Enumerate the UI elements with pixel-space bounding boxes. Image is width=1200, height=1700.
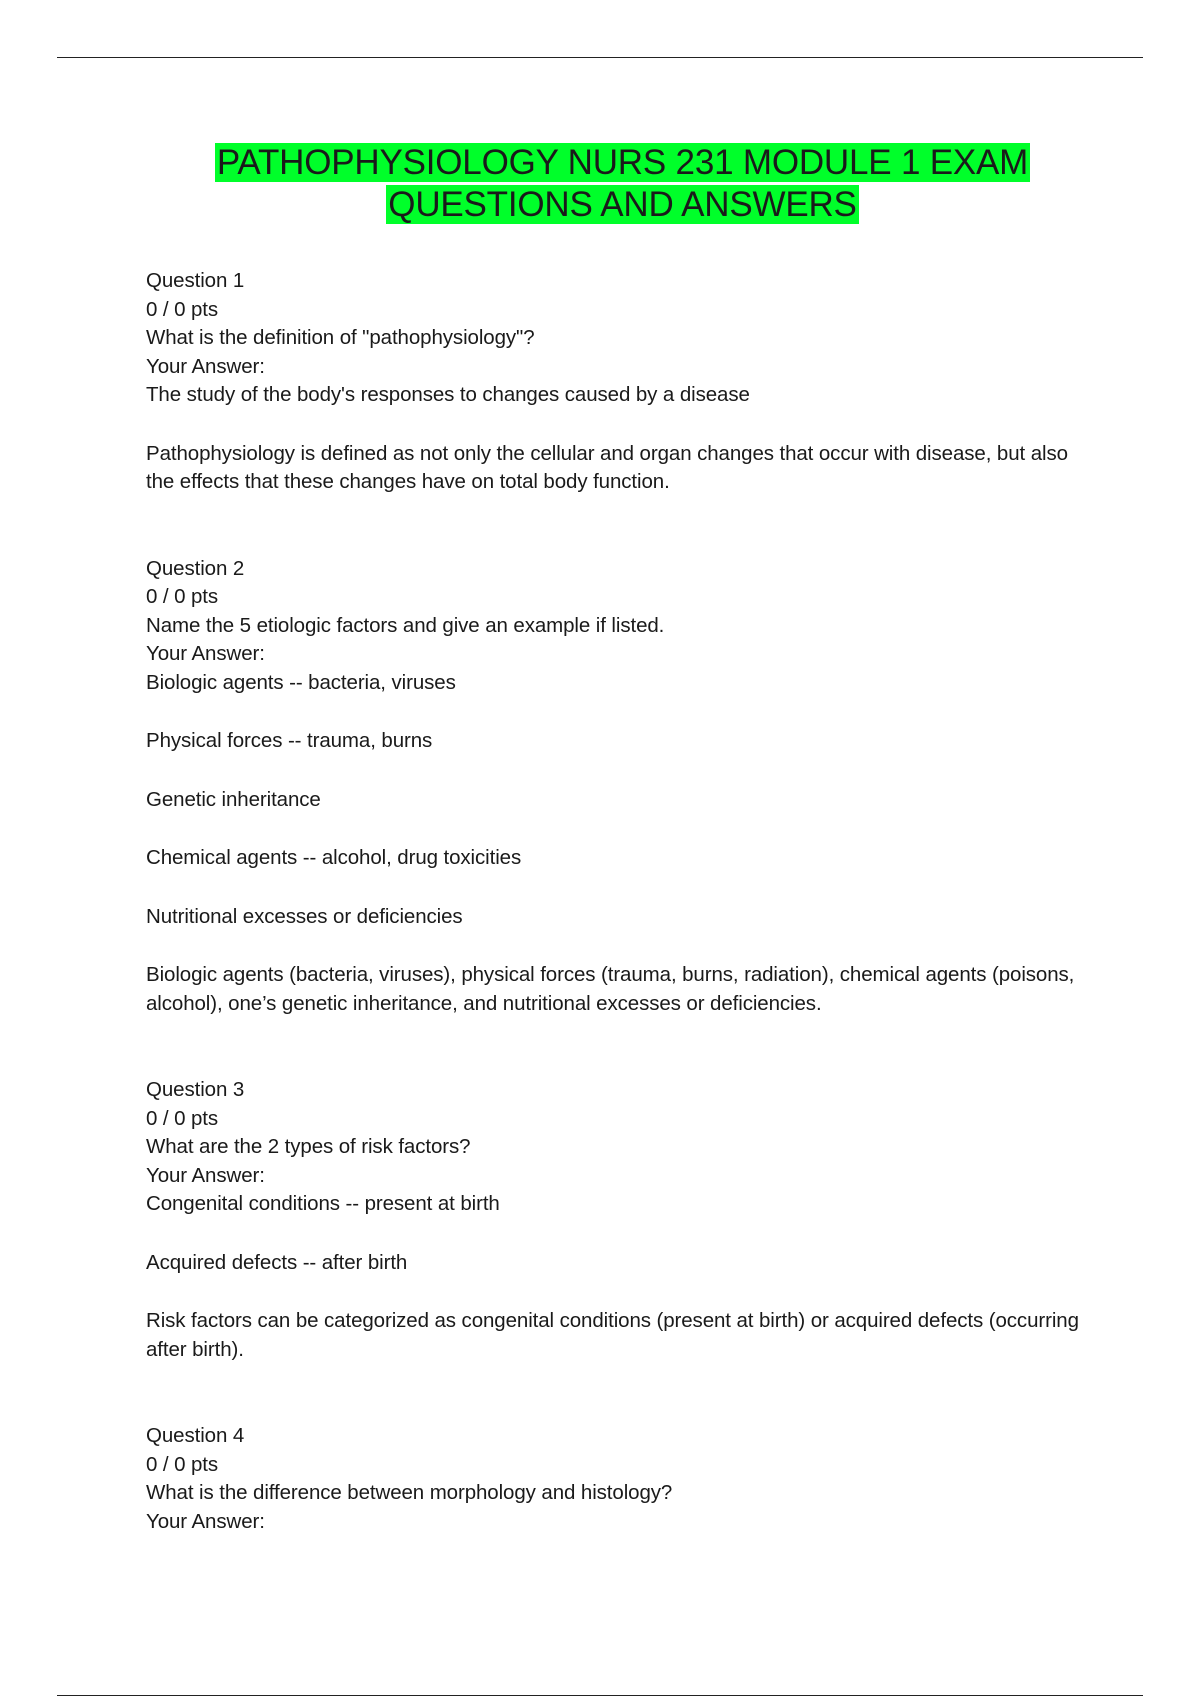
question-label: Question 2 <box>146 556 245 580</box>
question-block <box>146 555 1081 1019</box>
question-points: 0 / 0 pts <box>146 585 219 608</box>
explanation-text: Risk factors can be categorized as congenital conditions (present at birth) or acquired defects (occurring after birth). <box>146 1309 1079 1361</box>
question-points: 0 / 0 pts <box>146 297 219 321</box>
explanation-text: Biologic agents (bacteria, viruses), physical forces (trauma, burns, radiation), chemical agents (poisons, alcohol), one’s genetic inheritance, and nutritional excesses or deficiencies. <box>146 963 1075 1015</box>
answer-text: Congenital conditions -- present at birth <box>146 1192 500 1215</box>
answer-text: Biologic agents -- bacteria, viruses <box>146 670 456 694</box>
answer-label: Your Answer: <box>146 642 265 665</box>
question-prompt: What is the definition of "pathophysiology"? <box>146 326 535 349</box>
question-prompt: What are the 2 types of risk factors? <box>146 1135 471 1158</box>
answer-text: Chemical agents -- alcohol, drug toxicities <box>146 846 522 869</box>
question-label: Question 3 <box>146 1078 245 1101</box>
questions-list <box>146 267 1081 1536</box>
question-prompt: What is the difference between morphology and histology? <box>146 1481 673 1504</box>
document-title <box>120 142 1125 226</box>
question-block <box>146 267 1081 497</box>
question-points: 0 / 0 pts <box>146 1106 219 1130</box>
question-prompt: Name the 5 etiologic factors and give an example if listed. <box>146 613 665 637</box>
title-line-1: PATHOPHYSIOLOGY NURS 231 MODULE 1 EXAM <box>216 143 1029 182</box>
question-label: Question 1 <box>146 269 245 292</box>
top-rule <box>57 57 1143 58</box>
question-label: Question 4 <box>146 1424 245 1447</box>
explanation-text: Pathophysiology is defined as not only the cellular and organ changes that occur with disease, but also the effects that these changes have on total body function. <box>146 441 1068 493</box>
answer-label: Your Answer: <box>146 354 265 378</box>
answer-text: The study of the body's responses to changes caused by a disease <box>146 383 750 406</box>
answer-label: Your Answer: <box>146 1163 265 1187</box>
question-block <box>146 1076 1081 1364</box>
answer-text: Genetic inheritance <box>146 787 321 811</box>
answer-text: Physical forces -- trauma, burns <box>146 729 433 752</box>
question-block <box>146 1422 1081 1536</box>
title-line-2: QUESTIONS AND ANSWERS <box>388 185 857 224</box>
answer-text: Acquired defects -- after birth <box>146 1250 408 1274</box>
question-points: 0 / 0 pts <box>146 1452 219 1476</box>
bottom-rule <box>57 1695 1143 1696</box>
answer-label: Your Answer: <box>146 1509 265 1533</box>
answer-text: Nutritional excesses or deficiencies <box>146 904 463 928</box>
